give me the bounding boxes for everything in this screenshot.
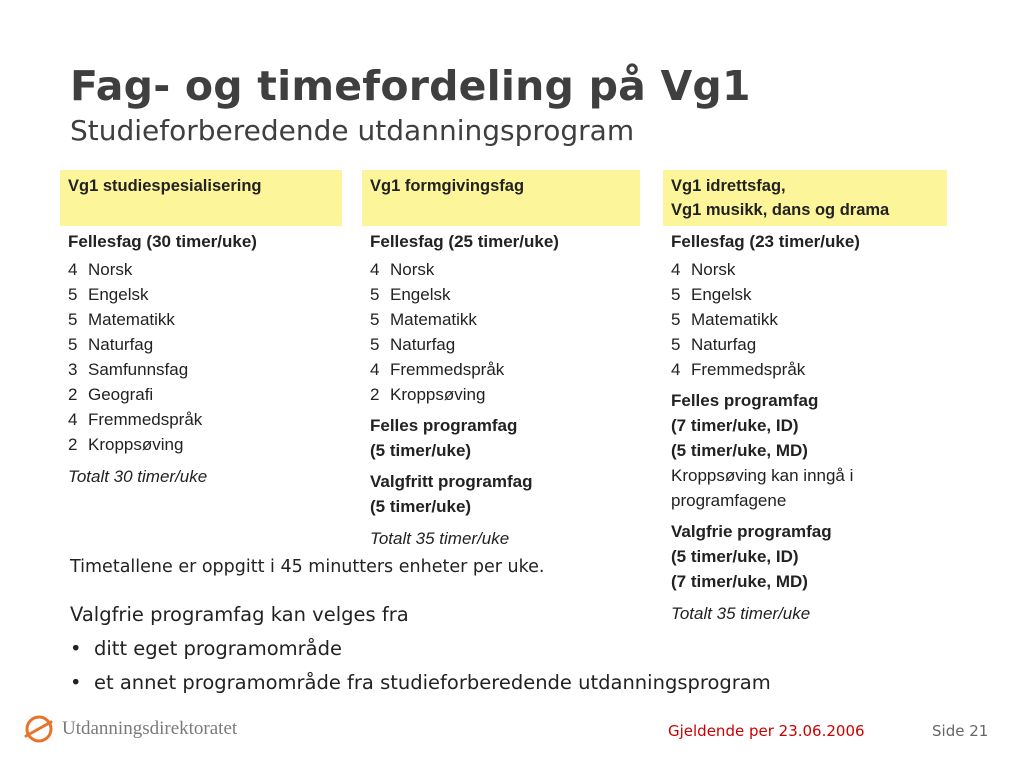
column-body <box>60 229 342 489</box>
subject-item <box>68 382 334 407</box>
felles-programfag-title: Felles programfag <box>370 416 518 435</box>
page-subtitle: Studieforberedende utdanningsprogram <box>70 114 635 147</box>
subject-item <box>370 332 632 357</box>
column-header-line: Vg1 formgivingsfag <box>370 177 525 195</box>
subject-list <box>370 257 632 407</box>
kroppsoving-note: programfagene <box>671 491 787 510</box>
bullet-item <box>70 666 771 700</box>
subject-name: Fremmedspråk <box>88 410 203 429</box>
column-header-line: Vg1 musikk, dans og drama <box>671 201 890 219</box>
fellesfag-heading: Fellesfag (25 timer/uke) <box>370 232 559 251</box>
felles-programfag-hours: (5 timer/uke) <box>370 441 472 460</box>
column-body <box>663 229 947 626</box>
subject-name: Kroppsøving <box>88 435 184 454</box>
bullet-item <box>70 632 771 666</box>
subject-item <box>370 307 632 332</box>
felles-programfag-hours-id: (7 timer/uke, ID) <box>671 416 799 435</box>
subject-name: Engelsk <box>88 285 149 304</box>
column-header-line: Vg1 studiespesialisering <box>68 177 262 195</box>
subject-hours: 3 <box>68 360 78 379</box>
subject-hours: 5 <box>671 310 681 329</box>
valgfritt-programfag-hours: (5 timer/uke) <box>370 497 472 516</box>
subject-hours: 4 <box>671 260 681 279</box>
bullet-glyph: • <box>70 637 82 660</box>
subject-name: Matematikk <box>390 310 477 329</box>
subject-hours: 2 <box>370 385 380 404</box>
subject-hours: 2 <box>68 385 78 404</box>
subject-name: Naturfag <box>691 335 757 354</box>
subject-item <box>370 382 632 407</box>
subject-hours: 5 <box>68 310 78 329</box>
subject-name: Matematikk <box>691 310 778 329</box>
total-hours: Totalt 30 timer/uke <box>68 467 208 486</box>
subject-hours: 4 <box>68 260 78 279</box>
valgfritt-programfag <box>370 469 632 519</box>
subject-item <box>68 257 334 282</box>
fellesfag-heading: Fellesfag (30 timer/uke) <box>68 232 257 251</box>
subject-item <box>370 357 632 382</box>
subject-hours: 4 <box>370 360 380 379</box>
subject-name: Samfunnsfag <box>88 360 189 379</box>
subject-name: Naturfag <box>390 335 456 354</box>
page-number: Side 21 <box>932 722 989 740</box>
utdanningsdirektoratet-logo-icon <box>24 714 54 744</box>
column-studiespesialisering <box>60 170 342 489</box>
column-formgivingsfag <box>362 170 640 551</box>
felles-programfag <box>370 413 632 463</box>
subject-hours: 5 <box>370 310 380 329</box>
footer-logo <box>24 714 237 744</box>
subject-hours: 5 <box>68 335 78 354</box>
subject-item <box>370 282 632 307</box>
subject-hours: 5 <box>671 335 681 354</box>
subject-hours: 4 <box>68 410 78 429</box>
subject-name: Norsk <box>390 260 435 279</box>
valgfrie-programfag-hours-md: (7 timer/uke, MD) <box>671 572 808 591</box>
fellesfag-heading: Fellesfag (23 timer/uke) <box>671 232 860 251</box>
subject-name: Engelsk <box>691 285 752 304</box>
subject-item <box>68 357 334 382</box>
subject-item <box>671 307 939 332</box>
subject-item <box>671 282 939 307</box>
subject-item <box>68 432 334 457</box>
subject-hours: 4 <box>370 260 380 279</box>
subject-hours: 5 <box>671 285 681 304</box>
column-body <box>362 229 640 551</box>
kroppsoving-note: Kroppsøving kan inngå i <box>671 466 854 485</box>
subject-name: Norsk <box>691 260 736 279</box>
subject-item <box>671 257 939 282</box>
org-name: Utdanningsdirektoratet <box>62 718 238 739</box>
felles-programfag-hours-md: (5 timer/uke, MD) <box>671 441 808 460</box>
valgfrie-intro: Valgfrie programfag kan velges fra <box>70 603 409 626</box>
footer-date: Gjeldende per 23.06.2006 <box>668 722 865 740</box>
bullet-text: et annet programområde fra studieforberedende utdanningsprogram <box>94 671 771 694</box>
subject-list <box>68 257 334 457</box>
page-title: Fag- og timefordeling på Vg1 <box>70 62 751 110</box>
subject-hours: 5 <box>370 285 380 304</box>
subject-name: Engelsk <box>390 285 451 304</box>
subject-name: Fremmedspråk <box>390 360 505 379</box>
column-header <box>362 170 640 226</box>
subject-hours: 5 <box>68 285 78 304</box>
subject-hours: 5 <box>370 335 380 354</box>
subject-name: Geografi <box>88 385 154 404</box>
column-header <box>60 170 342 226</box>
column-header <box>663 170 947 226</box>
subject-name: Matematikk <box>88 310 175 329</box>
valgfrie-info <box>70 598 771 700</box>
subject-name: Norsk <box>88 260 133 279</box>
subject-list <box>671 257 939 382</box>
valgfrie-programfag-hours-id: (5 timer/uke, ID) <box>671 547 799 566</box>
felles-programfag-title: Felles programfag <box>671 391 819 410</box>
total-hours: Totalt 35 timer/uke <box>370 529 510 548</box>
bullet-text: ditt eget programområde <box>94 637 343 660</box>
subject-hours: 2 <box>68 435 78 454</box>
subject-item <box>671 357 939 382</box>
subject-name: Fremmedspråk <box>691 360 806 379</box>
subject-name: Naturfag <box>88 335 154 354</box>
valgfritt-programfag-title: Valgfritt programfag <box>370 472 533 491</box>
subject-name: Kroppsøving <box>390 385 486 404</box>
subject-item <box>671 332 939 357</box>
valgfrie-programfag <box>671 519 939 594</box>
column-idrettsfag-musikk <box>663 170 947 626</box>
subject-hours: 4 <box>671 360 681 379</box>
timetall-note: Timetallene er oppgitt i 45 minutters enheter per uke. <box>70 557 545 577</box>
subject-item <box>68 282 334 307</box>
column-header-line: Vg1 idrettsfag, <box>671 177 786 195</box>
total-hours: Totalt 35 timer/uke <box>671 604 811 623</box>
valgfrie-programfag-title: Valgfrie programfag <box>671 522 832 541</box>
subject-item <box>370 257 632 282</box>
bullet-glyph: • <box>70 671 82 694</box>
subject-item <box>68 332 334 357</box>
subject-item <box>68 307 334 332</box>
subject-item <box>68 407 334 432</box>
felles-programfag <box>671 388 939 513</box>
